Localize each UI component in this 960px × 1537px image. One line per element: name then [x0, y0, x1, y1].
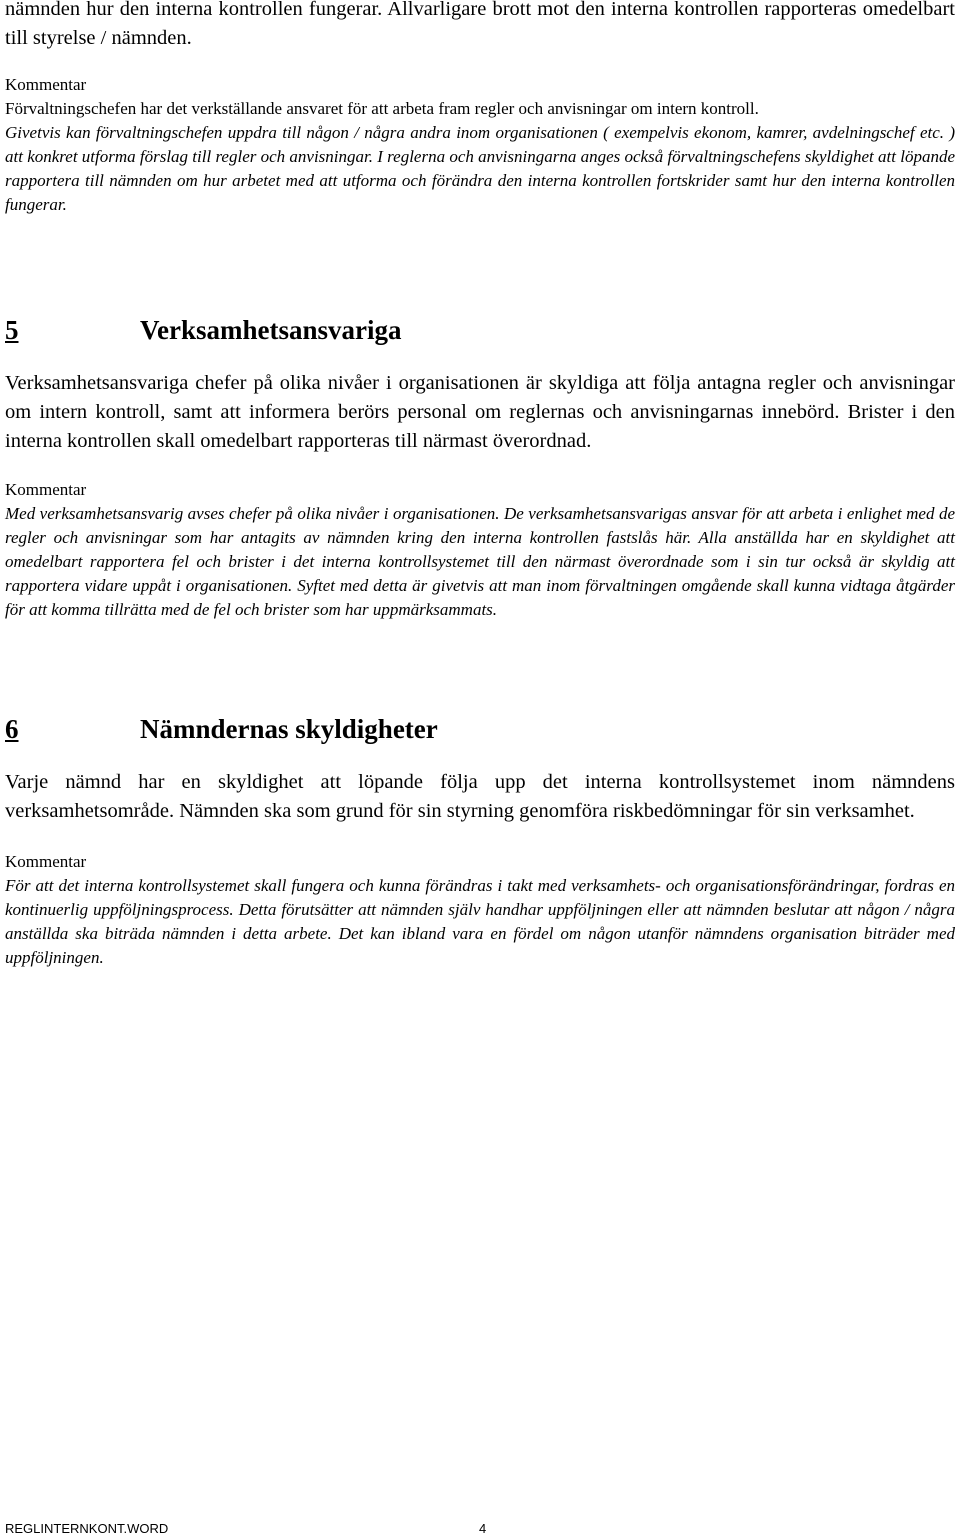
section-heading [5, 711, 955, 747]
comment-line: Förvaltningschefen har det verkställande ansvaret för att arbeta fram regler och anvisningar om intern kontroll. [5, 99, 759, 118]
page-number: 4 [479, 1521, 487, 1536]
section-6 [5, 711, 955, 970]
section-title: Verksamhetsansvariga [140, 315, 402, 345]
section-title: Nämndernas skyldigheter [140, 714, 438, 744]
comment-block-1 [5, 73, 955, 217]
comment-label: Kommentar [5, 480, 87, 499]
comment-label: Kommentar [5, 852, 87, 871]
section-number: 5 [5, 315, 19, 345]
intro-paragraph: nämnden hur den interna kontrollen fungerar. Allvarligare brott mot den interna kontrollen rapporteras omedelbart till styrelse / nämnden. [5, 0, 955, 49]
page-footer [5, 1521, 955, 1537]
comment-label: Kommentar [5, 75, 87, 94]
section-5 [5, 312, 955, 622]
comment-italic-text: Givetvis kan förvaltningschefen uppdra till någon / några andra inom organisationen ( exempelvis ekonom, kamrer, avdelningschef etc. ) att konkret utforma förslag till regler och anvisningar. I reglerna och anvisningarna anges också förvaltningschefens skyldighet att löpande rapportera till nämnden om hur arbetet med att utforma och förändra den interna kontrollen fortskrider samt hur den interna kontrollen fungerar. [5, 123, 955, 214]
section-body: Verksamhetsansvariga chefer på olika nivåer i organisationen är skyldiga att följa antagna regler och anvisningar om intern kontroll, samt att informera berörs personal om reglernas och anvisningarnas innebörd. Brister i den interna kontrollen skall omedelbart rapporteras till närmast överordnad. [5, 372, 955, 452]
footer-filename: REGLINTERNKONT.WORD [5, 1521, 169, 1536]
section-heading [5, 312, 955, 348]
section-body: Varje nämnd har en skyldighet att löpande följa upp det interna kontrollsystemet inom nämndens verksamhetsområde. Nämnden ska som grund för sin styrning genomföra riskbedömningar för sin verksamhet. [5, 771, 955, 822]
section-number: 6 [5, 714, 19, 744]
document-page [5, 0, 955, 970]
comment-italic-text: För att det interna kontrollsystemet skall fungera och kunna förändras i takt med verksamhets- och organisationsförändringar, fordras en kontinuerlig uppföljningsprocess. Detta förutsätter att nämnden själv handhar uppföljningen eller att nämnden beslutar att någon / några anställda ska biträda nämnden i detta arbete. Det kan ibland vara en fördel om någon utanför nämndens organisation biträder med uppföljningen. [5, 876, 955, 967]
comment-italic-text: Med verksamhetsansvarig avses chefer på olika nivåer i organisationen. De verksamhetsansvarigas ansvar för att arbeta i enlighet med de regler och anvisningar som har antagits av nämnden kring den interna kontrollen fastslås här. Alla anställda har en skyldighet att omedelbart rapportera fel och brister i det interna kontrollsystemet till den närmast överordnade som i sin tur också är skyldig att rapportera vidare uppåt i organisationen. Syftet med detta är givetvis att man inom förvaltningen omgående skall kunna vidtaga åtgärder för att komma tillrätta med de fel och brister som har uppmärksammats. [5, 504, 955, 619]
